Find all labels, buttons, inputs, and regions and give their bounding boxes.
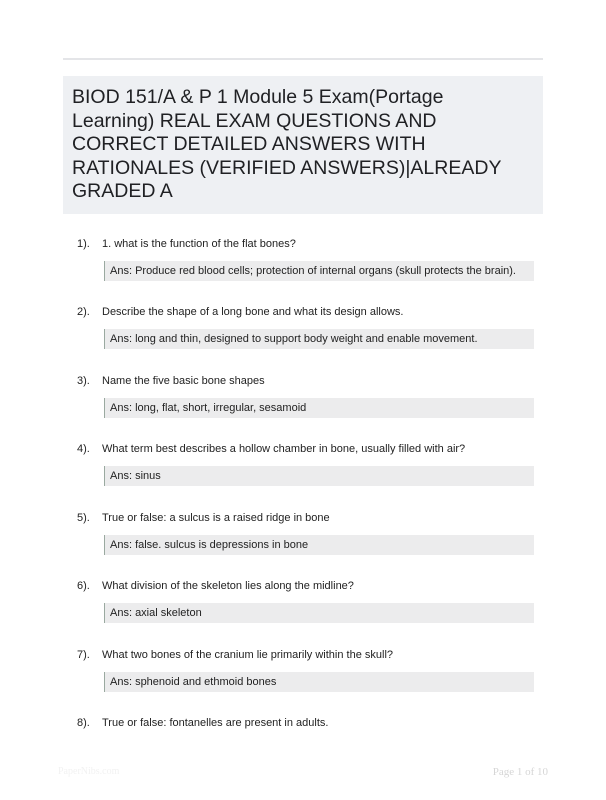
question-text: 1. what is the function of the flat bones? <box>102 238 296 250</box>
question-text: True or false: a sulcus is a raised ridge in bone <box>102 512 330 524</box>
question-text: Describe the shape of a long bone and what its design allows. <box>102 306 404 318</box>
answer-box: Ans: axial skeleton <box>104 603 534 623</box>
answer-box: Ans: long, flat, short, irregular, sesamoid <box>104 398 534 418</box>
question-number: 1). <box>77 238 90 250</box>
question-text: Name the five basic bone shapes <box>102 375 265 387</box>
question-number: 4). <box>77 443 90 455</box>
answer-box: Ans: long and thin, designed to support body weight and enable movement. <box>104 329 534 349</box>
question-number: 5). <box>77 512 90 524</box>
question-number: 7). <box>77 649 90 661</box>
document-title: BIOD 151/A & P 1 Module 5 Exam(Portage Learning) REAL EXAM QUESTIONS AND CORRECT DETAILED ANSWERS WITH RATIONALES (VERIFIED ANSWERS)|ALREADY GRADED A <box>72 86 502 202</box>
question-text: What two bones of the cranium lie primarily within the skull? <box>102 649 394 661</box>
question-text: What division of the skeleton lies along the midline? <box>102 580 354 592</box>
question-text: True or false: fontanelles are present in adults. <box>102 717 329 729</box>
answer-box: Ans: false. sulcus is depressions in bone <box>104 535 534 555</box>
title-banner <box>63 76 543 214</box>
page-number: Page 1 of 10 <box>492 766 548 778</box>
answer-box: Ans: Produce red blood cells; protection of internal organs (skull protects the brain). <box>104 261 534 281</box>
question-number: 2). <box>77 306 90 318</box>
question-text: What term best describes a hollow chamber in bone, usually filled with air? <box>102 443 466 455</box>
question-number: 6). <box>77 580 90 592</box>
question-number: 3). <box>77 375 90 387</box>
answer-box: Ans: sinus <box>104 466 534 486</box>
question-number: 8). <box>77 717 90 729</box>
answer-box: Ans: sphenoid and ethmoid bones <box>104 672 534 692</box>
watermark-text: PaperNibs.com <box>58 766 120 777</box>
top-divider <box>63 58 543 60</box>
